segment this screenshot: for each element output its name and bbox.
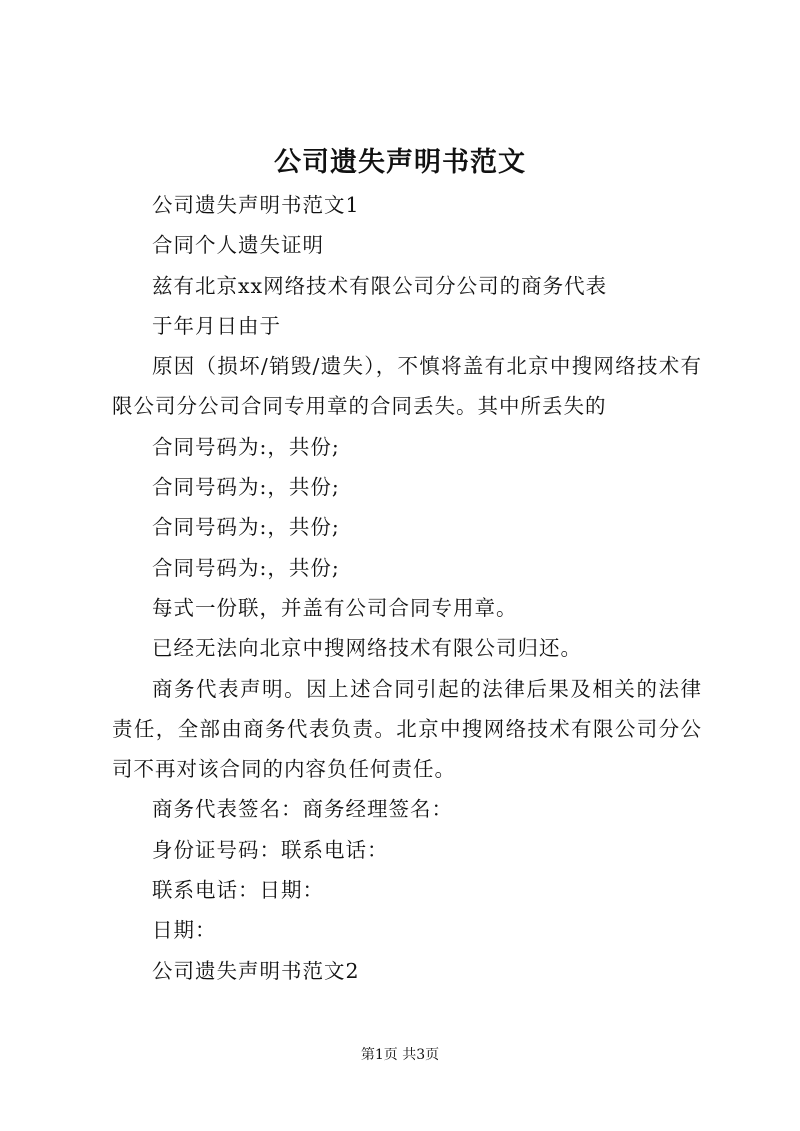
paragraph-representative: 兹有北京xx网络技术有限公司分公司的商务代表 [152,273,608,298]
document-body [112,185,702,991]
paragraph-contract-number-2: 合同号码为:，共份; [152,475,340,500]
paragraph-signatures: 商务代表签名：商务经理签名： [152,797,453,822]
paragraph-sample-heading-1: 公司遗失声明书范文1 [152,193,360,217]
paragraph-certificate-title: 合同个人遗失证明 [152,233,324,258]
paragraph-date-line: 于年月日由于 [152,313,281,338]
paragraph-contact-date: 联系电话：日期： [152,878,324,903]
paragraph-id-number: 身份证号码：联系电话： [152,837,389,862]
paragraph-copies: 每式一份联，并盖有公司合同专用章。 [152,595,518,620]
document-title: 公司遗失声明书范文 [274,147,526,178]
paragraph-unable-return: 已经无法向北京中搜网络技术有限公司归还。 [152,636,582,661]
paragraph-date: 日期： [152,918,217,943]
paragraph-reason: 原因（损坏/销毁/遗失），不慎将盖有北京中搜网络技术有限公司分公司合同专用章的合同丢失。其中所丢失的 [112,354,702,419]
paragraph-contract-number-1: 合同号码为:，共份; [152,434,340,459]
paragraph-sample-heading-2: 公司遗失声明书范文2 [152,958,360,983]
paragraph-contract-number-4: 合同号码为:，共份; [152,555,340,580]
page-footer: 第1页 共3页 [360,1047,440,1063]
paragraph-contract-number-3: 合同号码为:，共份; [152,515,340,540]
paragraph-declaration: 商务代表声明。因上述合同引起的法律后果及相关的法律责任，全部由商务代表负责。北京中搜网络技术有限公司分公司不再对该合同的内容负任何责任。 [112,676,702,782]
